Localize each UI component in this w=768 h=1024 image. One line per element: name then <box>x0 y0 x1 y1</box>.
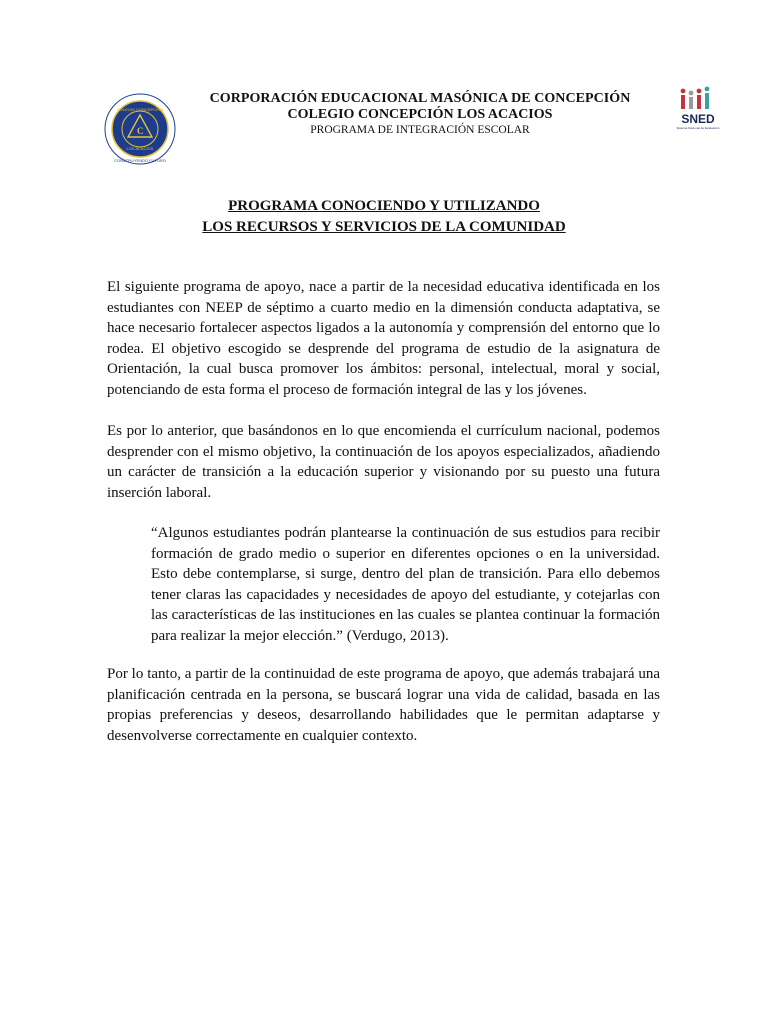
svg-text:CONSTRUYENDO FUTURO: CONSTRUYENDO FUTURO <box>114 158 166 163</box>
document-header <box>170 90 670 137</box>
svg-text:LOS ACACIOS: LOS ACACIOS <box>126 146 154 151</box>
paragraph-conclusion: Por lo tanto, a partir de la continuidad de este programa de apoyo, que además trabajará una planificación centrada en la persona, se buscará lograr una vida de calidad, basada en las propias preferencias y deseos, desarrollando habilidades que le permitan adaptarse y desenvolverse correctamente en cualquier contexto. <box>107 666 660 744</box>
title-line-1: PROGRAMA CONOCIENDO Y UTILIZANDO <box>228 198 540 214</box>
paragraph-intro: El siguiente programa de apoyo, nace a partir de la necesidad educativa identificada en los estudiantes con NEEP de séptimo a cuarto medio en la dimensión conducta adaptativa, se hace necesario fortalecer aspectos ligados a la autonomía y comprensión del entorno que lo rodea. El objetivo escogido se desprende del programa de estudio de la asignatura de Orientación, la cual busca promover los ámbitos: personal, intelectual, moral y social, potenciando de esta forma el proceso de formación integral de las y los jóvenes. <box>107 279 660 398</box>
svg-text:Sistema Nacional de Evaluación: Sistema Nacional de Evaluación <box>676 126 720 130</box>
school-seal-logo <box>104 93 176 165</box>
svg-text:COLEGIO CONCEPCIÓN: COLEGIO CONCEPCIÓN <box>116 107 164 112</box>
svg-text:C: C <box>137 126 144 136</box>
block-quote: “Algunos estudiantes podrán plantearse la continuación de sus estudios para recibir formación de grado medio o superior en diferentes opciones o en la universidad. Esto debe contemplarse, si surge, dentro del plan de transición. Para ello debemos tener claras las capacidades y necesidades de apoyo del estudiante, y cotejarlas con las características de las instituciones en las cuales se plantea continuar la formación para realizar la mejor elección.” (Verdugo, 2013). <box>151 525 660 644</box>
paragraph-curriculum: Es por lo anterior, que basándonos en lo que encomienda el currículum nacional, podemos desprender con el mismo objetivo, la continuación de los apoyos especializados, añadiendo un carácter de transición a la educación superior y visionando por su puesto una futura inserción laboral. <box>107 423 660 501</box>
header-corporation: CORPORACIÓN EDUCACIONAL MASÓNICA DE CONCEPCIÓN <box>209 91 631 106</box>
document-title <box>100 196 668 238</box>
title-line-2: LOS RECURSOS Y SERVICIOS DE LA COMUNIDAD <box>202 219 566 235</box>
header-program: PROGRAMA DE INTEGRACIÓN ESCOLAR <box>310 124 530 136</box>
header-school: COLEGIO CONCEPCIÓN LOS ACACIOS <box>287 107 553 122</box>
sned-logo <box>674 85 722 133</box>
svg-text:SNED: SNED <box>681 112 715 126</box>
